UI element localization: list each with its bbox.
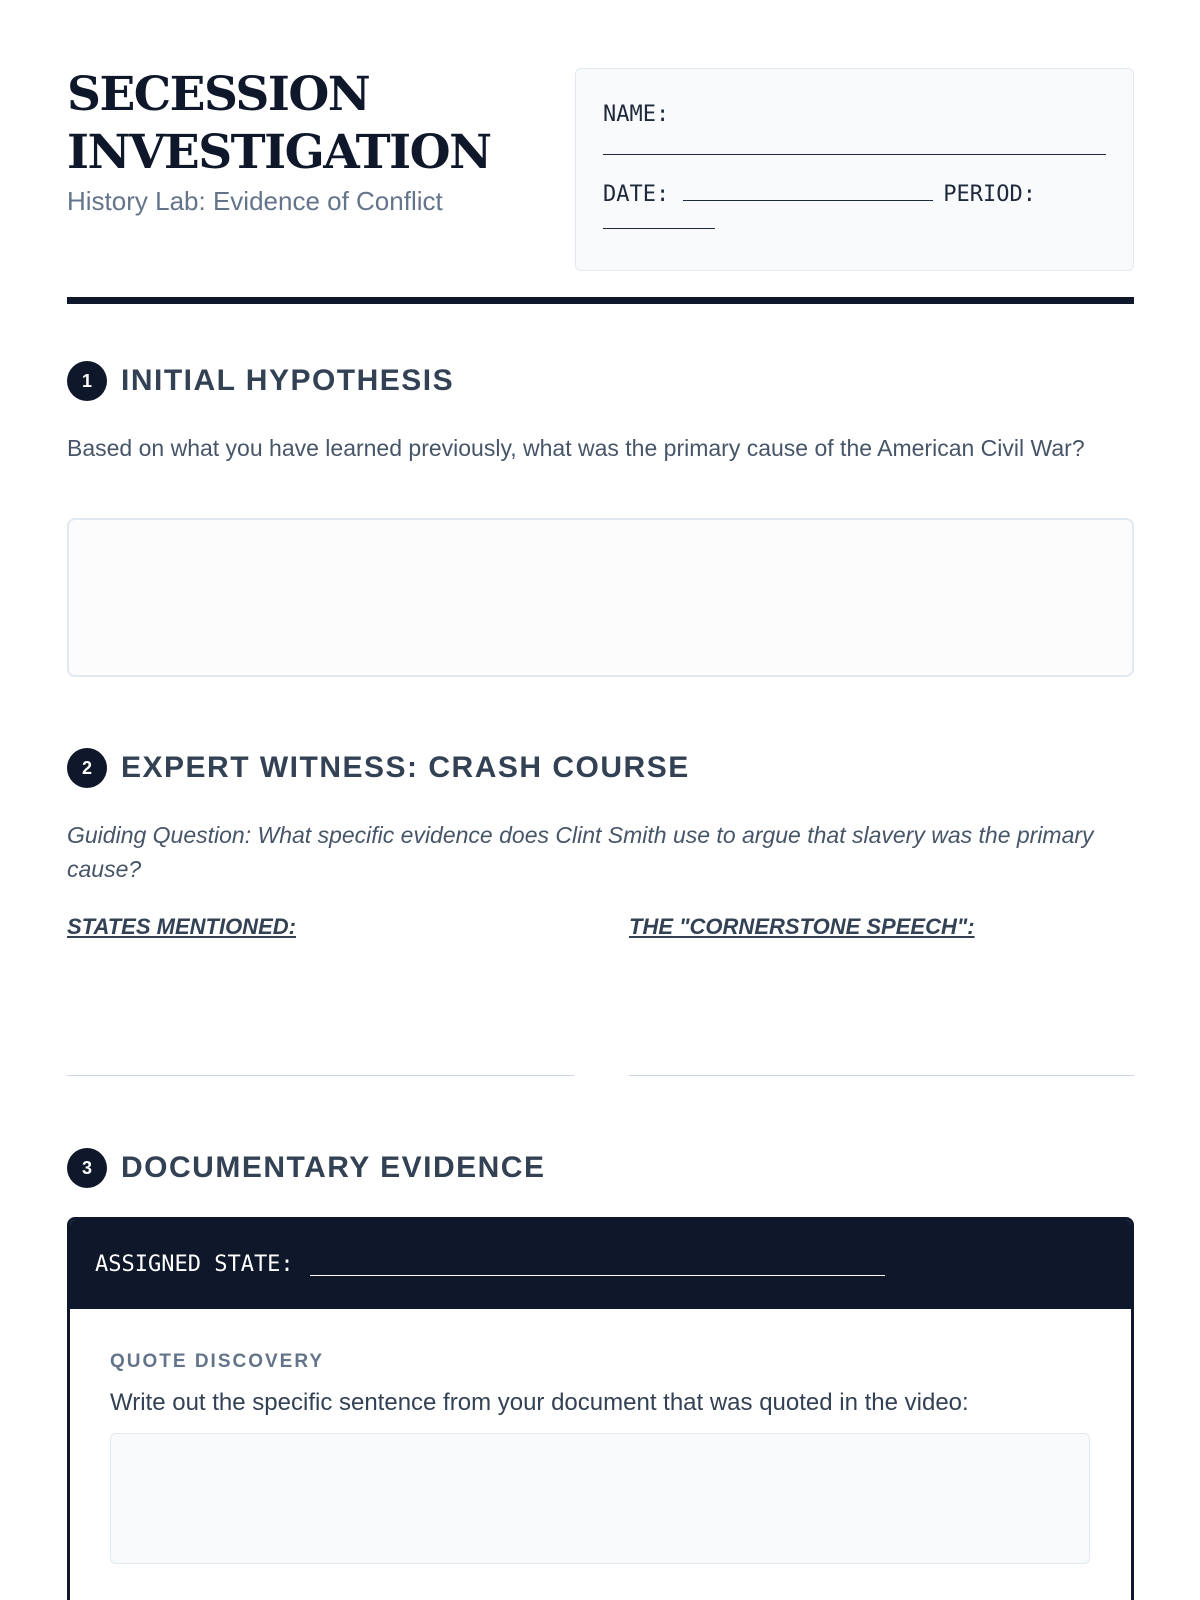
assigned-state-bar (70, 1220, 1131, 1309)
cornerstone-speech-label: THE "CORNERSTONE SPEECH": (629, 914, 975, 939)
date-period-row (603, 175, 1106, 215)
date-field[interactable] (683, 179, 933, 201)
section-2-number-badge: 2 (67, 748, 107, 788)
section-3-title: DOCUMENTARY EVIDENCE (121, 1151, 546, 1184)
quote-answer-box[interactable] (110, 1433, 1090, 1564)
documentary-evidence-card (67, 1217, 1134, 1600)
cornerstone-speech-answer-line[interactable] (629, 1075, 1134, 1076)
title-line-1: SECESSION (67, 67, 370, 122)
hypothesis-prompt: Based on what you have learned previously, what was the primary cause of the American Civil War? (67, 435, 1085, 461)
quote-discovery-prompt: Write out the specific sentence from your document that was quoted in the video: (110, 1389, 969, 1416)
section-3-number-badge: 3 (67, 1148, 107, 1188)
section-1-title: INITIAL HYPOTHESIS (121, 364, 455, 397)
section-1-number-badge: 1 (67, 361, 107, 401)
section-2-heading (67, 748, 690, 788)
section-1-heading (67, 361, 454, 401)
quote-discovery-section (70, 1309, 1131, 1564)
states-mentioned-label: STATES MENTIONED: (67, 914, 296, 939)
section-2-title: EXPERT WITNESS: CRASH COURSE (121, 751, 690, 784)
period-field[interactable] (603, 215, 715, 229)
name-label: NAME: (603, 102, 670, 127)
quote-discovery-label: QUOTE DISCOVERY (110, 1351, 325, 1372)
student-info-box (575, 68, 1134, 271)
date-label: DATE: (603, 182, 670, 207)
period-label: PERIOD: (943, 182, 1036, 207)
states-mentioned-answer-line[interactable] (67, 1075, 574, 1076)
hypothesis-answer-box[interactable] (67, 518, 1134, 677)
header-divider (67, 297, 1134, 304)
assigned-state-label: ASSIGNED STATE: (95, 1252, 294, 1277)
name-field[interactable] (603, 135, 1106, 155)
title-line-2: INVESTIGATION (67, 125, 491, 180)
assigned-state-field[interactable] (310, 1254, 885, 1276)
section-3-heading (67, 1148, 545, 1188)
guiding-question: Guiding Question: What specific evidence does Clint Smith use to argue that slavery was the primary cause? (67, 822, 1094, 882)
worksheet-subtitle: History Lab: Evidence of Conflict (67, 186, 443, 216)
worksheet-header (67, 66, 1134, 303)
